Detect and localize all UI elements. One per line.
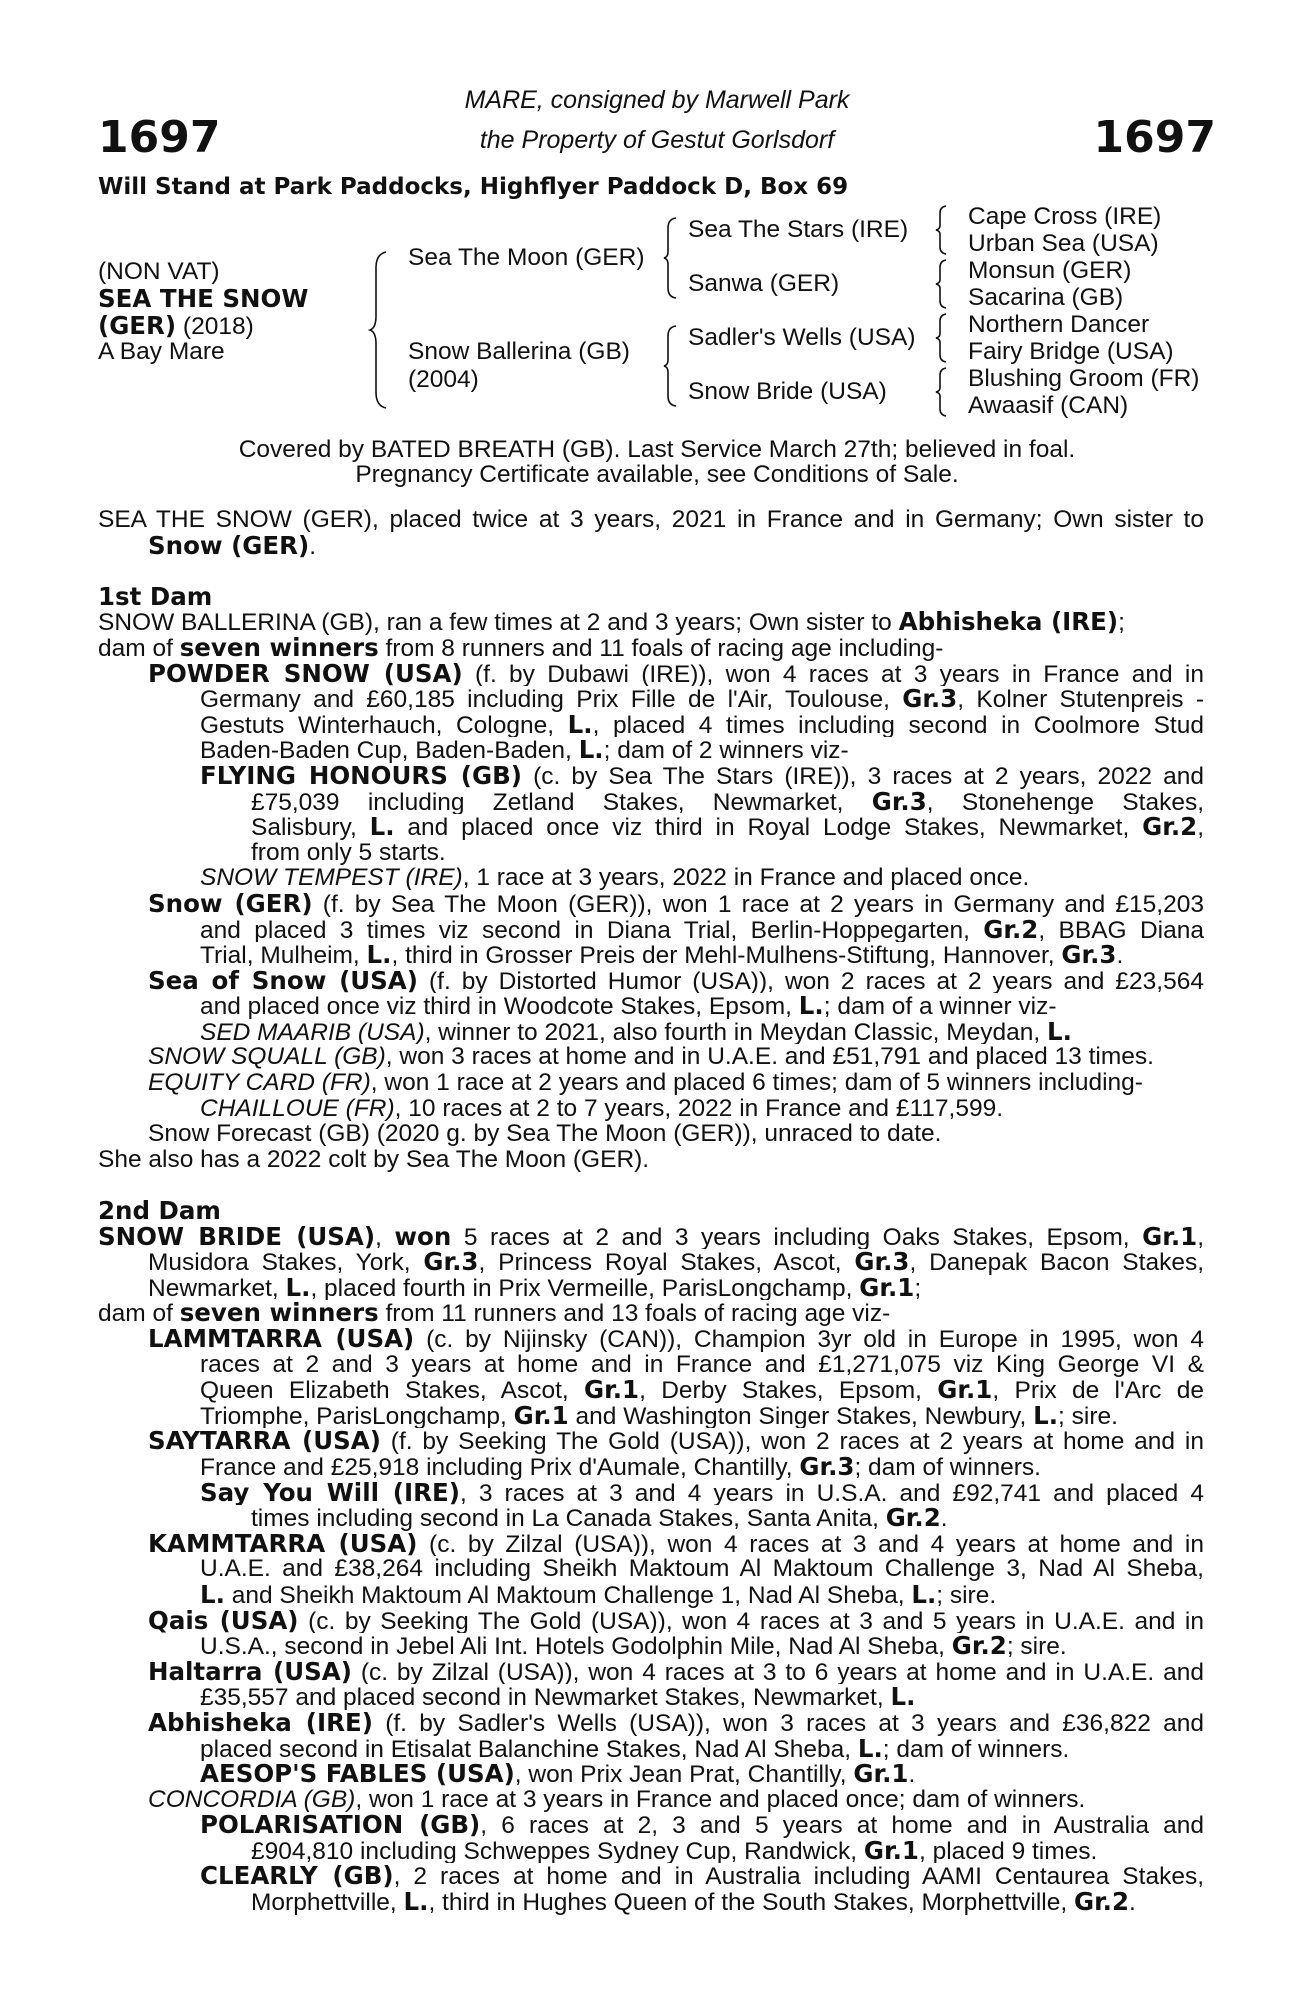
text-run: ; dam of winners. [882, 1735, 1070, 1762]
text-line [98, 891, 1204, 917]
text-run: and Sheikh Maktoum Al Maktoum Challenge 1, Nad Al Sheba, [224, 1581, 912, 1608]
ggd-3: Fairy Bridge (USA) [968, 338, 1174, 365]
text-run: (c. by Nijinsky (CAN)), Champion 3yr old in Europe in 1995, won 4 [414, 1326, 1204, 1352]
sire-sire: Sea The Stars (IRE) [688, 216, 909, 243]
text-run: (f. by Sea The Moon (GER)), won 1 race at 2 years in Germany and £15,203 [312, 890, 1204, 917]
bold-text: Gr.3 [1061, 942, 1117, 968]
bold-text: 2nd Dam [98, 1198, 221, 1224]
bold-text: Abhisheka (IRE) [148, 1709, 373, 1736]
italic-text: CONCORDIA (GB) [148, 1786, 356, 1813]
bold-text: L. [857, 1735, 883, 1762]
text-line [98, 1863, 1204, 1889]
text-run: and placed once viz third in Woodcote Stakes, Epsom, [200, 993, 799, 1019]
bold-text: Gr.1 [937, 1377, 993, 1403]
text-run: , 3 races at 3 and 4 years in U.S.A. and £92,741 and placed 4 [459, 1479, 1204, 1506]
bold-text: L. [403, 1889, 429, 1915]
bold-text: L. [1046, 1018, 1072, 1045]
lot-number-right: 1697 [1093, 112, 1216, 163]
text-run: ; sire. [1006, 1633, 1067, 1659]
sire: Sea The Moon (GER) [408, 244, 645, 271]
bold-text: POWDER SNOW (USA) [148, 660, 463, 687]
text-line [98, 1224, 1204, 1250]
bold-text: Gr.2 [1142, 814, 1198, 840]
text-run: Musidora Stakes, York, [148, 1249, 424, 1275]
text-run: £904,810 including Schweppes Sydney Cup, Randwick, [251, 1837, 864, 1864]
text-run: France and £25,918 including Prix d'Aumale, Chantilly, [200, 1453, 800, 1480]
italic-text: SNOW SQUALL (GB) [148, 1044, 386, 1071]
brace-sd [934, 258, 950, 310]
text-run: , BBAG Diana [1038, 916, 1204, 943]
text-line [98, 968, 1204, 994]
text-line [98, 1326, 1204, 1352]
horse-country-year [98, 311, 254, 341]
brace-sire [662, 216, 680, 300]
consignment-line-1: MARE, consigned by Marwell Park [464, 86, 850, 114]
brace-ds [934, 312, 950, 364]
text-line [98, 1454, 1204, 1480]
text-run: Morphettville, [251, 1889, 404, 1915]
bold-text: won [394, 1223, 452, 1250]
text-run: , third in Grosser Preis der Mehl-Mulhens-Stiftung, Hannover, [391, 942, 1062, 968]
ggd-4: Awaasif (CAN) [968, 392, 1129, 419]
text-line [98, 1147, 1204, 1173]
text-line [98, 1249, 1204, 1275]
bold-text: Gr.3 [423, 1249, 479, 1275]
brace-gen1 [368, 250, 392, 410]
bold-text: seven winners [179, 634, 379, 661]
text-line [98, 1096, 1204, 1122]
text-run: SNOW BALLERINA (GB), ran a few times at 2 and 3 years; Own sister to [98, 609, 899, 635]
text-run: Germany and £60,185 including Prix Fille de l'Air, Toulouse, [200, 686, 903, 712]
text-line [98, 1556, 1204, 1582]
lot-number-left: 1697 [98, 112, 221, 163]
text-run: . [1129, 1889, 1136, 1915]
text-run: , won Prix Jean Prat, Chantilly, [514, 1761, 854, 1787]
text-line [98, 1403, 1204, 1429]
text-line [98, 661, 1204, 687]
text-run: times including second in La Canada Stakes, Santa Anita, [251, 1505, 886, 1531]
text-line [98, 1787, 1204, 1813]
ggs-3: Northern Dancer [968, 311, 1150, 338]
ggd-2: Sacarina (GB) [968, 284, 1124, 311]
text-line [98, 1044, 1204, 1070]
text-line [98, 840, 1204, 866]
spacer [98, 558, 1204, 584]
text-run: , third in Hughes Queen of the South Stakes, Morphettville, [428, 1889, 1074, 1915]
text-line [98, 1761, 1204, 1787]
bold-text: CLEARLY (GB) [200, 1863, 394, 1890]
text-line [98, 1070, 1204, 1096]
ggs-1: Cape Cross (IRE) [968, 203, 1162, 230]
text-line [98, 1377, 1204, 1403]
bold-text: L. [369, 814, 395, 840]
text-line [98, 993, 1204, 1019]
bold-text: SNOW BRIDE (USA) [98, 1223, 376, 1250]
text-run: (c. by Zilzal (USA)), won 4 races at 3 to 6 years at home and in U.A.E. and [351, 1658, 1204, 1685]
text-line [98, 1812, 1204, 1838]
text-line [98, 1480, 1204, 1506]
text-line [98, 1736, 1204, 1762]
text-line [98, 1352, 1204, 1378]
text-run: ; dam of winners. [854, 1453, 1041, 1480]
ggd-1: Urban Sea (USA) [968, 230, 1159, 257]
text-line [98, 763, 1204, 789]
text-run: Salisbury, [251, 814, 370, 840]
text-line [98, 1198, 1204, 1224]
bold-text: Haltarra (USA) [148, 1658, 352, 1685]
text-run: (f. by Dubawi (IRE)), won 4 races at 3 years in France and in [462, 660, 1204, 687]
bold-text: Gr.3 [902, 686, 958, 712]
text-run: . [309, 532, 317, 559]
ggs-4: Blushing Groom (FR) [968, 365, 1200, 392]
bold-text: 1st Dam [98, 583, 213, 610]
text-run: Snow Forecast (GB) (2020 g. by Sea The Moon (GER)), unraced to date. [148, 1121, 942, 1147]
bold-text: Gr.1 [584, 1377, 640, 1403]
text-line [98, 1582, 1204, 1608]
text-run: , won 1 race at 2 years and placed 6 times; dam of 5 winners including- [370, 1070, 1143, 1096]
bold-text: L. [567, 711, 593, 738]
text-run: , Stonehenge Stakes, [926, 788, 1204, 815]
spacer [98, 1172, 1204, 1198]
bold-text: Gr.1 [859, 1274, 915, 1301]
text-line [98, 1889, 1204, 1915]
text-run: ; [914, 1274, 922, 1301]
text-run: ; sire. [1058, 1402, 1118, 1429]
bold-text: FLYING HONOURS (GB) [200, 762, 522, 789]
text-line [98, 1428, 1204, 1454]
text-line [98, 789, 1204, 815]
text-run: ; dam of a winner viz- [823, 993, 1057, 1019]
italic-text: CHAILLOUE (FR) [200, 1095, 395, 1122]
text-run: (f. by Seeking The Gold (USA)), won 2 races at 2 years at home and in [380, 1428, 1204, 1454]
stand-location: Will Stand at Park Paddocks, Highflyer Paddock D, Box 69 [98, 174, 849, 200]
bold-text: L. [890, 1684, 916, 1710]
horse-description: A Bay Mare [98, 338, 225, 365]
text-run: and placed 3 times viz second in Diana Trial, Berlin-Hoppegarten, [200, 916, 984, 943]
text-line [98, 635, 1204, 661]
bold-text: SAYTARRA (USA) [148, 1428, 381, 1454]
bold-text: KAMMTARRA (USA) [148, 1530, 418, 1557]
bold-text: AESOP'S FABLES (USA) [200, 1761, 515, 1787]
text-line [98, 1838, 1204, 1864]
text-run: Trial, Mulheim, [200, 942, 367, 968]
text-line [98, 584, 1204, 610]
bold-text: Gr.3 [854, 1249, 910, 1275]
horse-year: (2018) [182, 313, 254, 340]
text-run: . [1116, 942, 1124, 968]
covered-line-1: Covered by BATED BREATH (GB). Last Service March 27th; believed in foal. [238, 436, 1076, 463]
text-run: , Derby Stakes, Epsom, [639, 1377, 938, 1403]
text-line [98, 1275, 1204, 1301]
text-run: , 6 races at 2, 3 and 5 years at home and in Australia and [480, 1812, 1204, 1838]
bold-text: Gr.3 [799, 1453, 855, 1480]
text-line [98, 1121, 1204, 1147]
text-run: ; [1118, 609, 1125, 635]
text-line [98, 1300, 1204, 1326]
bold-text: Gr.2 [983, 916, 1039, 943]
text-line [98, 737, 1204, 763]
text-line [98, 1531, 1204, 1557]
text-run: Newmarket, [148, 1274, 286, 1301]
text-run: (f. by Distorted Humor (USA)), won 2 races at 2 years and £23,564 [417, 967, 1204, 994]
text-run: , won 1 race at 3 years in France and placed once; dam of winners. [355, 1786, 1086, 1813]
text-run: , 2 races at home and in Australia including AAMI Centaurea Stakes, [393, 1863, 1204, 1890]
text-run: SEA THE SNOW (GER), placed twice at 3 years, 2021 in France and in Germany; Own sister to [98, 507, 1204, 533]
text-run: , Prix de l'Arc de [992, 1377, 1204, 1403]
text-line [98, 1505, 1204, 1531]
text-run: placed second in Etisalat Balanchine Stakes, Nad Al Sheba, [200, 1735, 858, 1762]
text-run: £35,557 and placed second in Newmarket Stakes, Newmarket, [200, 1684, 891, 1710]
text-run: , [1197, 1223, 1204, 1250]
bold-text: Snow (GER) [148, 532, 310, 559]
bold-text: Sea of Snow (USA) [148, 967, 418, 994]
text-line [98, 609, 1204, 635]
text-line [98, 712, 1204, 738]
italic-text: SNOW TEMPEST (IRE) [200, 865, 463, 891]
text-run: from 8 runners and 11 foals of racing age including- [378, 634, 944, 661]
text-run: , 10 races at 2 to 7 years, 2022 in France and £117,599. [394, 1095, 1004, 1122]
dam-dam: Snow Bride (USA) [688, 378, 887, 405]
brace-dam [662, 324, 680, 408]
text-run: and Washington Singer Stakes, Newbury, [568, 1402, 1034, 1429]
text-line [98, 1608, 1204, 1634]
bold-text: Gr.1 [1142, 1223, 1198, 1250]
text-line [98, 1710, 1204, 1736]
text-run: from 11 runners and 13 foals of racing age viz- [378, 1300, 891, 1326]
bold-text: Gr.1 [513, 1402, 569, 1429]
text-run: Triomphe, ParisLongchamp, [200, 1402, 514, 1429]
text-run: dam of [98, 1300, 180, 1326]
text-line [98, 533, 1204, 559]
text-run: races at 2 and 3 years at home and in France and £1,271,075 viz King George VI & [200, 1351, 1204, 1378]
bold-text: L. [200, 1581, 225, 1608]
text-line [98, 865, 1204, 891]
text-line [98, 917, 1204, 943]
text-run: , Kolner Stutenpreis - [957, 686, 1204, 712]
consignment-line-2: the Property of Gestut Gorlsdorf [479, 126, 835, 154]
text-run: 5 races at 2 and 3 years including Oaks Stakes, Epsom, [451, 1223, 1143, 1250]
bold-text: Gr.3 [871, 788, 927, 815]
brace-ss [934, 204, 950, 256]
ggs-2: Monsun (GER) [968, 257, 1132, 284]
catalogue-body [98, 507, 1204, 1915]
covered-line-2: Pregnancy Certificate available, see Conditions of Sale. [355, 461, 959, 488]
bold-text: Gr.1 [853, 1761, 909, 1787]
text-run: , Princess Royal Stakes, Ascot, [478, 1249, 855, 1275]
text-run: Gestuts Winterhauch, Cologne, [200, 711, 568, 738]
text-run: She also has a 2022 colt by Sea The Moon (GER). [98, 1146, 650, 1173]
bold-text: L. [285, 1274, 311, 1301]
text-line [98, 686, 1204, 712]
text-run: (f. by Sadler's Wells (USA)), won 3 races at 3 years and £36,822 and [372, 1709, 1204, 1736]
bold-text: Say You Will (IRE) [200, 1479, 460, 1506]
text-run: Queen Elizabeth Stakes, Ascot, [200, 1377, 585, 1403]
bold-text: L. [798, 993, 824, 1019]
text-run: (c. by Zilzal (USA)), won 4 races at 3 and 4 years at home and in [417, 1530, 1204, 1557]
text-run: , placed fourth in Prix Vermeille, ParisLongchamp, [310, 1274, 860, 1301]
text-run: U.A.E. and £38,264 including Sheikh Maktoum Al Maktoum Challenge 3, Nad Al Sheba, [200, 1556, 1204, 1582]
vat-status: (NON VAT) [98, 258, 220, 285]
bold-text: seven winners [179, 1300, 379, 1326]
bold-text: L. [911, 1581, 937, 1608]
italic-text: SED MAARIB (USA) [200, 1018, 425, 1045]
sire-dam: Sanwa (GER) [688, 270, 840, 297]
text-line [98, 1633, 1204, 1659]
bold-text: Gr.2 [885, 1505, 941, 1531]
italic-text: EQUITY CARD (FR) [148, 1070, 371, 1096]
text-run: , placed 9 times. [918, 1837, 1098, 1864]
text-run: , Danepak Bacon Stakes, [909, 1249, 1204, 1275]
bold-text: Gr.1 [863, 1837, 919, 1864]
dam-sire: Sadler's Wells (USA) [688, 324, 916, 351]
bold-text: Gr.2 [1073, 1889, 1130, 1915]
text-run: ; sire. [936, 1581, 997, 1608]
text-line [98, 814, 1204, 840]
text-run: from only 5 starts. [251, 839, 446, 866]
bold-text: POLARISATION (GB) [200, 1812, 481, 1838]
bold-text: L. [1033, 1402, 1059, 1429]
text-run: , won 3 races at home and in U.A.E. and £51,791 and placed 13 times. [385, 1044, 1154, 1071]
bold-text: Gr.2 [951, 1633, 1007, 1659]
text-run: , winner to 2021, also fourth in Meydan Classic, Meydan, [424, 1018, 1047, 1045]
horse-name: SEA THE SNOW [98, 284, 309, 313]
bold-text: L. [578, 737, 604, 763]
bold-text: Snow (GER) [148, 890, 313, 917]
text-run: . [940, 1505, 948, 1531]
text-run: and placed once viz third in Royal Lodge Stakes, Newmarket, [394, 814, 1143, 840]
text-run: (c. by Sea The Stars (IRE)), 3 races at 2 years, 2022 and [521, 762, 1204, 789]
text-run: , [375, 1223, 395, 1250]
dam-name: Snow Ballerina (GB) [408, 338, 630, 365]
text-line [98, 942, 1204, 968]
text-run: Baden-Baden Cup, Baden-Baden, [200, 737, 579, 763]
horse-country: (GER) [98, 311, 177, 340]
brace-dd [934, 366, 950, 418]
bold-text: Qais (USA) [148, 1607, 299, 1634]
text-line [98, 1019, 1204, 1045]
text-run: dam of [98, 634, 180, 661]
text-line [98, 507, 1204, 533]
bold-text: Abhisheka (IRE) [898, 609, 1119, 635]
dam-year: (2004) [408, 366, 479, 393]
bold-text: LAMMTARRA (USA) [148, 1326, 415, 1352]
text-line [98, 1684, 1204, 1710]
bold-text: L. [366, 942, 392, 968]
text-run: ; dam of 2 winners viz- [603, 737, 849, 763]
text-run: (c. by Seeking The Gold (USA)), won 4 races at 3 and 5 years in U.A.E. and in [298, 1607, 1204, 1634]
text-run: U.S.A., second in Jebel Ali Int. Hotels Godolphin Mile, Nad Al Sheba, [200, 1633, 952, 1659]
text-run: . [908, 1761, 916, 1787]
text-line [98, 1659, 1204, 1685]
text-run: , [1197, 814, 1204, 840]
text-run: £75,039 including Zetland Stakes, Newmarket, [251, 788, 872, 815]
text-run: , placed 4 times including second in Coolmore Stud [592, 711, 1204, 738]
text-run: , 1 race at 3 years, 2022 in France and placed once. [462, 865, 1030, 891]
